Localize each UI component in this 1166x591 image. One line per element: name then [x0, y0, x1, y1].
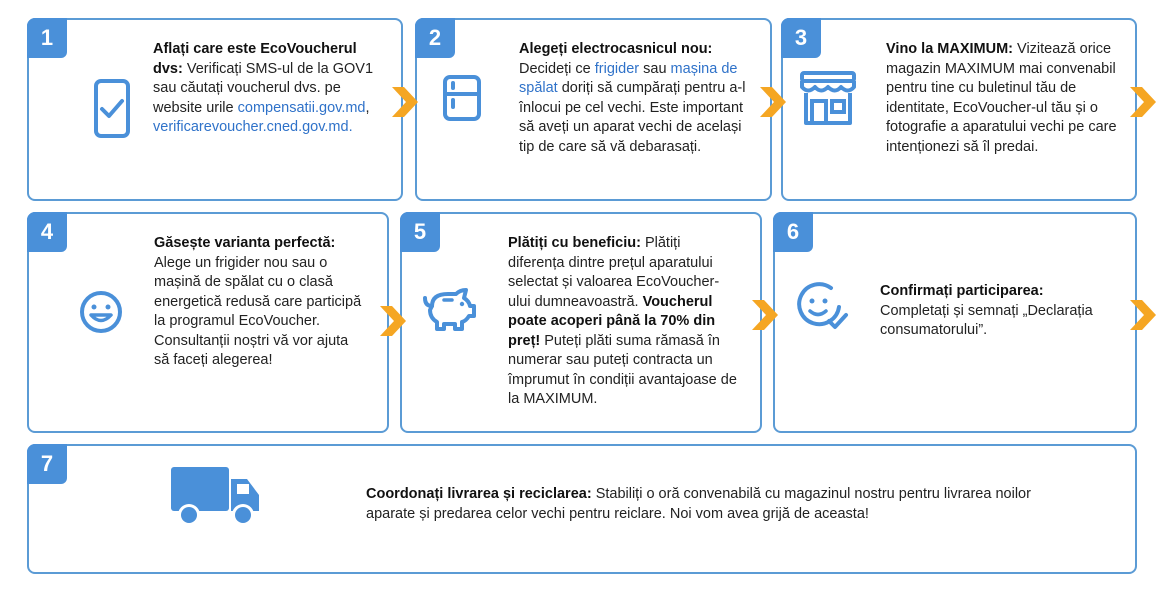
step-text: Alegeți electrocasnicul nou: Decideți ce frigider sau mașina de spălat doriți să cumpărați pentru a-l înlocui pe cel vechi. Este important să aveți un aparat vechi de același tip de care să vă debarasați.	[519, 41, 746, 155]
smile-icon	[79, 290, 123, 334]
fridge-icon	[442, 74, 482, 122]
step-card-7	[27, 444, 1137, 574]
verificarevoucher-link[interactable]: verificarevoucher.cned.gov.md.	[153, 119, 353, 135]
step-title: Coordonați livrarea și reciclarea:	[366, 486, 592, 502]
phone-check-icon	[93, 78, 131, 140]
smile-check-icon	[795, 281, 849, 331]
step-card-1	[27, 18, 403, 201]
step-card-4	[27, 212, 389, 433]
washing-machine-link[interactable]: mașina de spălat	[519, 60, 738, 96]
step-number: 5	[400, 212, 440, 252]
step-card-5	[400, 212, 762, 433]
piggy-bank-icon	[422, 286, 476, 332]
step-title: Confirmați participarea:	[880, 283, 1044, 299]
step-card-6	[773, 212, 1137, 433]
store-icon	[799, 71, 857, 127]
step-text: Confirmați participarea: Completați și semnați „Declarația consumatorului”.	[880, 283, 1093, 338]
step-text: Coordonați livrarea și reciclarea: Stabiliți o oră convenabilă cu magazinul nostru pentru livrarea noilor aparate și predarea celor vechi pentru reiclare. Noi vom avea grijă de aceasta!	[366, 486, 1031, 522]
arrow-right-icon	[1130, 300, 1156, 330]
step-number: 7	[27, 444, 67, 484]
step-number: 3	[781, 18, 821, 58]
step-card-3	[781, 18, 1137, 201]
compensatii-link[interactable]: compensatii.gov.md	[237, 99, 366, 116]
step-text: Aflați care este EcoVoucherul dvs: Verificați SMS-ul de la GOV1 sau căutați voucherul dvs. pe website urile compensatii.gov.md, verificarevoucher.cned.gov.md.	[153, 41, 374, 135]
step-title: Găsește varianta perfectă:	[154, 235, 336, 251]
arrow-right-icon	[760, 87, 786, 117]
step-text: Găsește varianta perfectă: Alege un frigider nou sau o mașină de spălat cu o clasă energetică redusă care participă la programul EcoVoucher. Consultanții noștri vă vor ajuta să faceți alegerea!	[154, 235, 362, 368]
voucher-coverage-highlight: Voucherul poate acoperi până la 70% din preț!	[508, 293, 716, 349]
step-title: Plătiți cu beneficiu:	[508, 235, 641, 251]
step-text: Vino la MAXIMUM: Vizitează orice magazin MAXIMUM mai convenabil pentru tine cu buletinul tău de identitate, EcoVoucher-ul tău și o fotografie a aparatului vechi pe care intenționezi să îl predai.	[886, 41, 1117, 155]
step-title: Alegeți electrocasnicul nou:	[519, 41, 713, 57]
arrow-right-icon	[392, 87, 418, 117]
arrow-right-icon	[380, 306, 406, 336]
arrow-right-icon	[752, 300, 778, 330]
step-number: 4	[27, 212, 67, 252]
arrow-right-icon	[1130, 87, 1156, 117]
step-text: Plătiți cu beneficiu: Plătiți diferența dintre prețul aparatului selectat și valoarea EcoVoucher-ului dumneavoastră. Voucherul poate acoperi până la 70% din preț! Puteți plăti suma rămasă în numerar sau puteți contracta un împrumut în condiții avantajoase de la MAXIMUM.	[508, 235, 737, 407]
step-card-2	[415, 18, 772, 201]
delivery-truck-icon	[169, 461, 261, 529]
step-number: 1	[27, 18, 67, 58]
fridge-link[interactable]: frigider	[594, 60, 640, 77]
step-title: Aflați care este EcoVoucherul dvs:	[153, 41, 357, 77]
step-title: Vino la MAXIMUM:	[886, 41, 1014, 57]
step-number: 2	[415, 18, 455, 58]
step-number: 6	[773, 212, 813, 252]
